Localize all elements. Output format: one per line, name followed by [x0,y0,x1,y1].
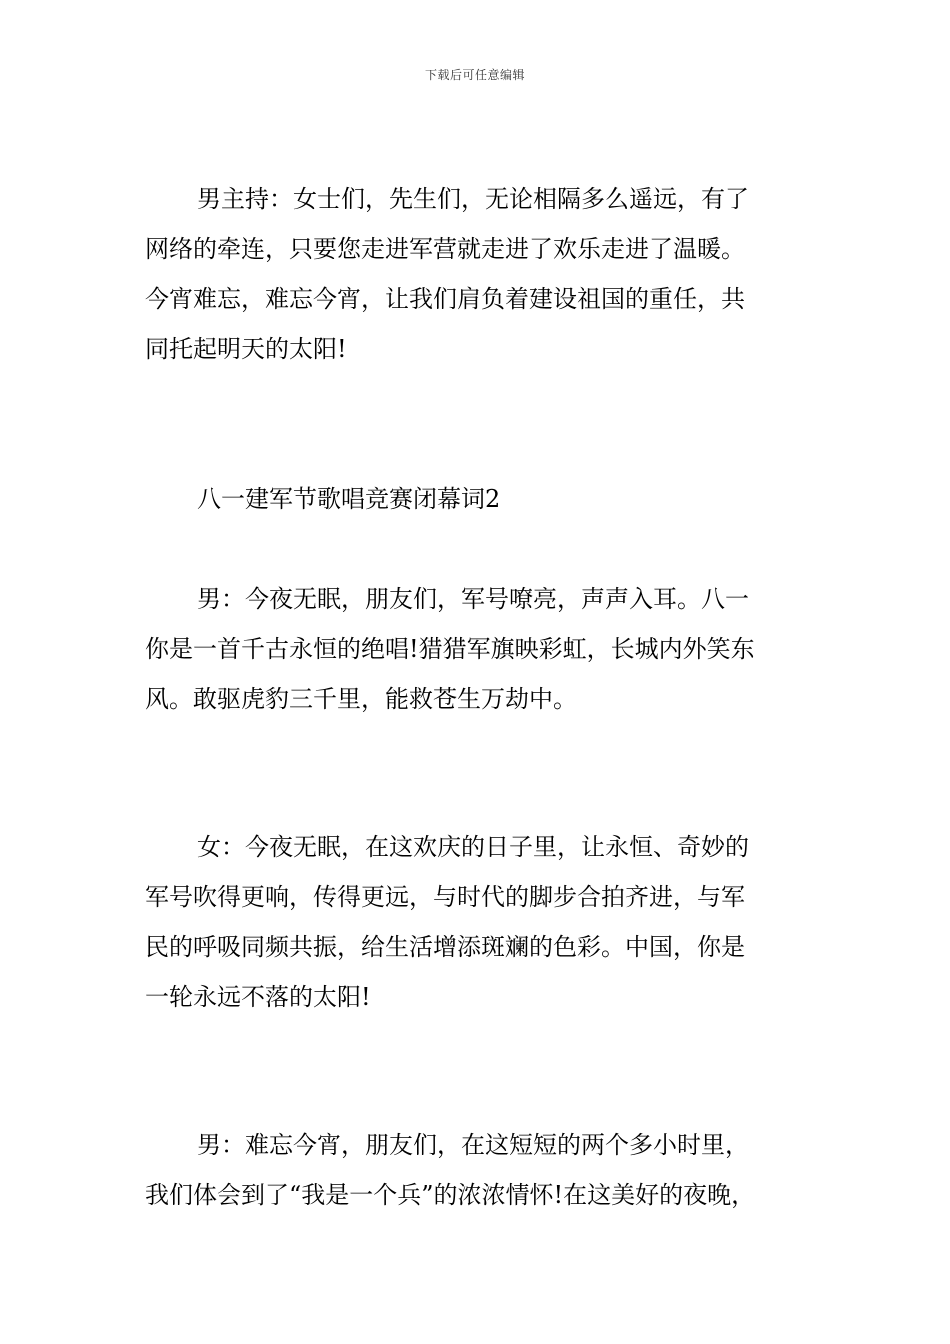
paragraph-line: 我们体会到了“我是一个兵”的浓浓情怀!在这美好的夜晚， [145,1181,756,1209]
paragraph-line: 民的呼吸同频共振，给生活增添斑斓的色彩。中国，你是 [145,933,745,961]
paragraph-male-1 [145,574,810,724]
paragraph-line: 一轮永远不落的太阳! [145,983,371,1011]
paragraph-line: 风。敢驱虎豹三千里，能救苍生万劫中。 [145,685,577,713]
paragraph-line: 同托起明天的太阳! [145,335,347,363]
paragraph-line: 网络的牵连，只要您走进军营就走进了欢乐走进了温暖。 [145,235,745,263]
header-note: 下载后可任意编辑 [424,68,525,82]
paragraph-line: 男：难忘今宵，朋友们，在这短短的两个多小时里， [197,1131,749,1159]
paragraph-line: 军号吹得更响，传得更远，与时代的脚步合拍齐进，与军 [145,883,745,911]
paragraph-male-2 [145,1120,810,1220]
heading-text: 八一建军节歌唱竞赛闭幕词2 [197,485,501,513]
paragraph-line: 你是一首千古永恒的绝唱!猎猎军旗映彩虹，长城内外笑东 [145,635,755,663]
section-heading [145,474,810,524]
paragraph-host-intro [145,174,810,374]
paragraph-line: 男主持：女士们，先生们，无论相隔多么遥远，有了 [197,185,749,213]
paragraph-female-1 [145,822,810,1022]
paragraph-line: 女：今夜无眠，在这欢庆的日子里，让永恒、奇妙的 [197,833,749,861]
paragraph-line: 今宵难忘，难忘今宵，让我们肩负着建设祖国的重任，共 [145,285,745,313]
paragraph-line: 男：今夜无眠，朋友们，军号嘹亮，声声入耳。八一 [197,585,749,613]
